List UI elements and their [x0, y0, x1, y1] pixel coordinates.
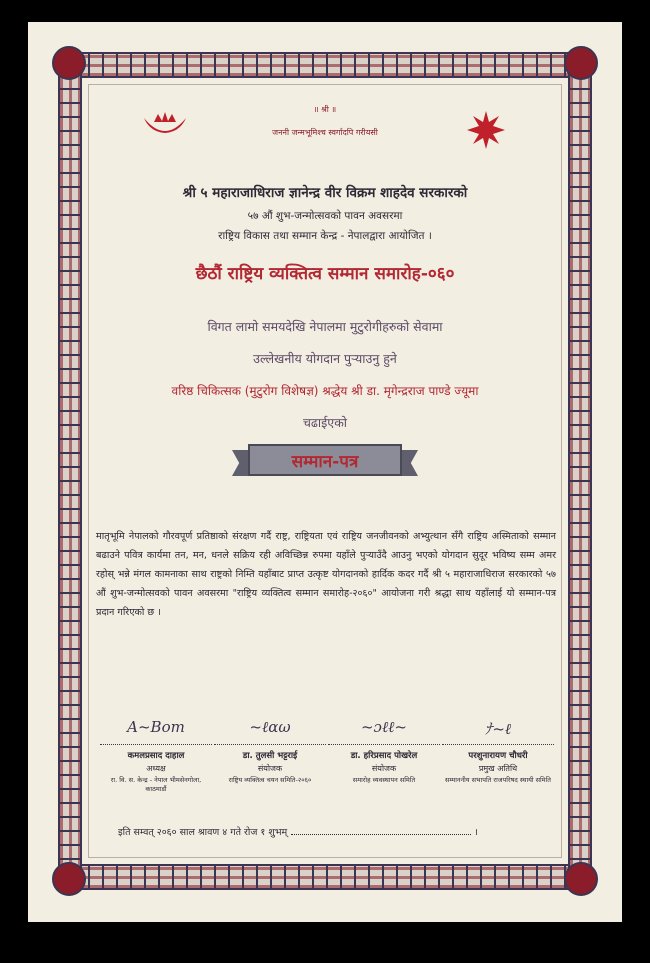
signature-image: ~ℓαω — [214, 718, 326, 745]
signatory-role: प्रमुख अतिथि — [478, 764, 518, 773]
signature-image: ﾅ~ℓ — [442, 718, 554, 745]
signatory-name: कमलप्रसाद दाहाल — [127, 751, 185, 761]
motto-text: जननी जन्मभूमिश्च स्वर्गादपि गरीयसी — [272, 128, 378, 137]
signatory-affiliation: सम्माननीय सभापति राजपरिषद स्थायी समिति — [444, 776, 552, 784]
corner-ornament — [564, 862, 598, 896]
signatory-name: परशुनारायण चौधरी — [468, 751, 528, 761]
citation-line-2: उल्लेखनीय योगदान पुर्‍याउनु हुने — [253, 351, 397, 366]
border-right — [568, 52, 592, 890]
signatory-role: अध्यक्ष — [146, 764, 166, 773]
date-blank — [291, 834, 471, 835]
header-line-1: श्री ५ महाराजाधिराज ज्ञानेन्द्र वीर विक्रम शाहदेव सरकारको — [182, 185, 468, 201]
signature-image: A~Bom — [100, 718, 212, 745]
date-line: इति सम्वत् २०६० साल श्रावण ४ गते रोज १ शुभम् । — [118, 827, 478, 838]
signatory-name: डा. हरिप्रसाद पोखरेल — [350, 751, 418, 761]
signatory-affiliation: समारोह व्यवस्थापन समिति — [352, 776, 416, 784]
ribbon-body — [248, 444, 402, 476]
citation-line-1: विगत लामो समयदेखि नेपालमा मुटुरोगीहरुको सेवामा — [207, 319, 443, 334]
signatory-affiliation: रा. वि. स. केन्द्र - नेपाल भीमसेनगोला, काठमाडौं — [110, 776, 202, 793]
ribbon-banner — [232, 440, 418, 484]
border-bottom — [58, 864, 592, 890]
signature-image: ~ɔℓℓ~ — [328, 718, 440, 745]
signatory-role: संयोजक — [257, 764, 283, 773]
date-text: इति सम्वत् २०६० साल श्रावण ४ गते रोज १ शुभम् — [118, 827, 288, 838]
signatory-affiliation: राष्ट्रिय व्यक्तित्व चयन समिति-२०६० — [228, 776, 312, 784]
corner-ornament — [52, 862, 86, 896]
invocation-text: ॥ श्री ॥ — [313, 105, 337, 114]
signatory-4 — [442, 718, 554, 785]
certificate-heading: सम्मान-पत्र — [291, 451, 359, 472]
citation-line-4: चढाईएको — [302, 415, 348, 430]
signatory-2 — [214, 718, 326, 785]
border-top — [58, 52, 592, 78]
corner-ornament — [52, 46, 86, 80]
signatory-3 — [328, 718, 440, 785]
signatory-name: डा. तुलसी भट्टराई — [242, 751, 298, 761]
header-line-2: ५७ औं शुभ-जन्मोत्सवको पावन अवसरमा — [247, 210, 403, 222]
signatory-role: संयोजक — [371, 764, 397, 773]
border-left — [58, 52, 82, 890]
header-line-3: राष्ट्रिय विकास तथा सम्मान केन्द्र - नेपालद्वारा आयोजित । — [218, 230, 432, 242]
certificate-body-text: मातृभूमि नेपालको गौरवपूर्ण प्रतिष्ठाको संरक्षण गर्दै राष्ट्र, राष्ट्रियता एवं राष्ट्रिय जनजीवनको अभ्युत्थान सँगै राष्ट्रिय अस्मिताको सम्मान बढाउने पवित्र कार्यमा तन, मन, धनले सक्रिय रही अविच्छिन्न रुपमा यहाँले पुर्‍याउँदै आउनु भएको योगदान सुदूर भविष्य सम्म अमर रहोस् भन्ने मंगल कामनाका साथ राष्ट्रको निम्ति यहाँबाट प्राप्त उत्कृष्ट योगदानको हार्दिक कदर गर्दै श्री ५ महाराजाधिराज सरकारको ५७ औं शुभ-जन्मोत्सवको पावन अवसरमा "राष्ट्रिय व्यक्तित्व सम्मान समारोह-२०६०" आयोजना गरी श्रद्धा साथ यहाँलाई यो सम्मान-पत्र प्रदान गरिएको छ । — [96, 531, 556, 618]
event-title: छैठौं राष्ट्रिय व्यक्तित्व सम्मान समारोह-०६० — [195, 264, 455, 284]
corner-ornament — [564, 46, 598, 80]
signatory-1 — [100, 718, 212, 794]
recipient-line: वरिष्ठ चिकित्सक (मुटुरोग विशेषज्ञ) श्रद्धेय श्री डा. मृगेन्द्रराज पाण्डे ज्यूमा — [171, 384, 479, 398]
